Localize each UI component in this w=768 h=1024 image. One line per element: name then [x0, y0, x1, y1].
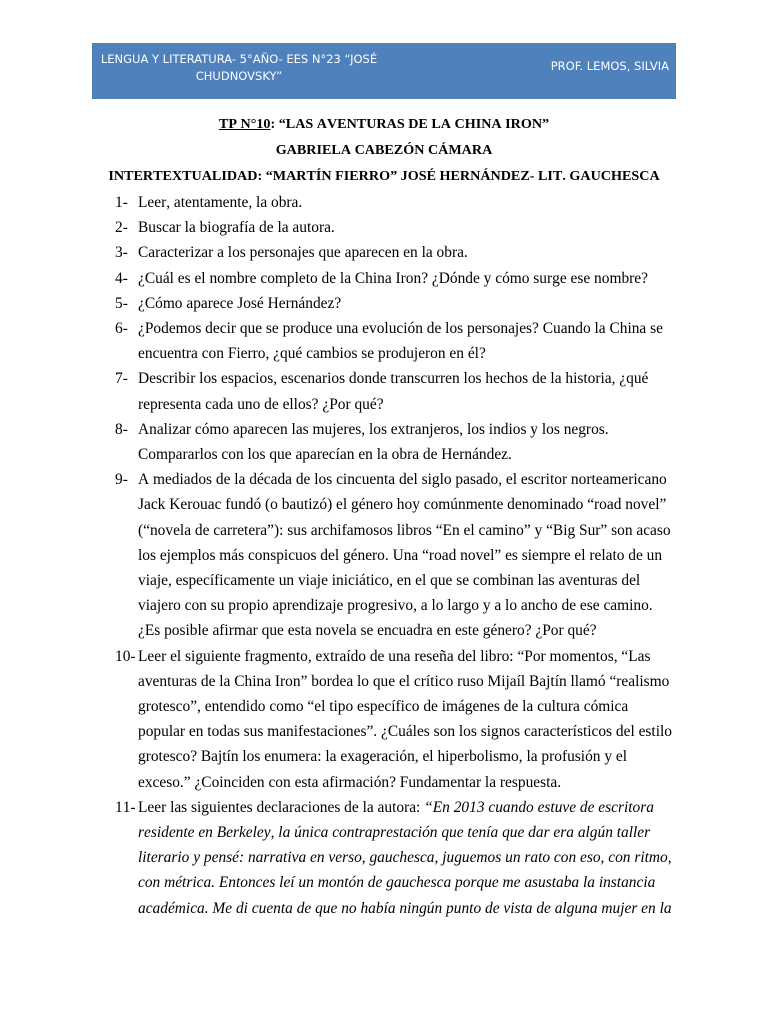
header-banner — [92, 43, 676, 99]
list-item — [115, 417, 678, 467]
list-item-text: Buscar la biografía de la autora. — [138, 219, 335, 237]
list-item — [115, 316, 678, 366]
list-item-text: Analizar cómo aparecen las mujeres, los extranjeros, los indios y los negros. Compararlos con los que aparecían en la obra de Hernández. — [138, 420, 609, 464]
list-item-text: ¿Podemos decir que se produce una evolución de los personajes? Cuando la China se encuentra con Fierro, ¿qué cambios se produjeron en él? — [138, 320, 663, 363]
list-item-text: Leer, atentamente, la obra. — [138, 194, 303, 211]
document-title — [92, 111, 676, 137]
list-item-number: 7- — [115, 370, 128, 388]
list-item — [115, 795, 678, 921]
list-item-number: 11- — [115, 798, 136, 816]
list-item-number: 10- — [115, 647, 136, 665]
list-item — [115, 240, 678, 265]
intertextuality-line: INTERTEXTUALIDAD: “MARTÍN FIERRO” JOSÉ HERNÁNDEZ- LIT. GAUCHESCA — [108, 168, 660, 184]
list-item — [115, 467, 678, 643]
list-item — [115, 266, 678, 291]
list-item-number: 6- — [115, 320, 128, 338]
tp-title: : “LAS AVENTURAS DE LA CHINA IRON” — [270, 116, 550, 132]
course-school-label: LENGUA Y LITERATURA- 5°AÑO- EES N°23 “JOSÉ CHUDNOVSKY” — [100, 52, 378, 83]
list-item-text: A mediados de la década de los cincuenta del siglo pasado, el escritor norteamericano Jack Kerouac fundó (o bautizó) el género hoy comúnmente denominado “road novel” (“novela de carretera”): sus archifamosos libros “En el camino” y “Big Sur” son acaso los ejemplos más conspicuos del género. Una “road novel” es siempre el relato de un viaje, específicamente un viaje iniciático, en el que se combinan las aventuras del viajero con su propio aprendizaje progresivo, a lo largo y a lo ancho de ese camino. ¿Es posible afirmar que esta novela se encuadra en este género? ¿Por qué? — [138, 471, 671, 640]
list-item-number: 3- — [115, 244, 128, 262]
list-item-number: 5- — [115, 294, 128, 312]
list-item — [115, 291, 678, 316]
list-item-number: 4- — [115, 269, 128, 287]
author-quote: “En 2013 cuando estuve de escritora residente en Berkeley, la única contraprestación que tenía que dar era algún taller literario y pensé: narrativa en verso, gauchesca, juguemos un rato con eso, con ritmo, con métrica. Entonces leí un montón de gauchesca porque me asustaba la instancia académica. Me di cuenta de que no había ningún punto de vista de alguna mujer en la — [138, 798, 672, 917]
tp-number: TP N°10 — [218, 116, 271, 132]
list-item-number: 1- — [115, 194, 128, 211]
activity-list — [115, 190, 678, 921]
list-item-lead-text: Leer las siguientes declaraciones de la autora: — [138, 798, 425, 816]
title-block — [92, 111, 676, 189]
list-item — [115, 644, 678, 795]
list-item-text: Leer el siguiente fragmento, extraído de una reseña del libro: “Por momentos, “Las aventuras de la China Iron” bordea lo que el crítico ruso Mijaíl Bajtín llamó “realismo grotesco”, entendido como “el tipo específico de imágenes de la cultura cómica popular en todas sus manifestaciones”. ¿Cuáles son los signos característicos del estilo grotesco? Bajtín los enumera: la exageración, el hiperbolismo, la profusión y el exceso.” ¿Coinciden con esta afirmación? Fundamentar la respuesta. — [138, 647, 672, 791]
list-item-text: Describir los espacios, escenarios donde transcurren los hechos de la historia, ¿qué representa cada uno de ellos? ¿Por qué? — [138, 370, 649, 413]
list-item-text: Caracterizar a los personajes que aparecen en la obra. — [138, 244, 468, 262]
list-item-text — [138, 795, 678, 921]
list-item-number: 9- — [115, 471, 128, 489]
teacher-name: PROF. LEMOS, SILVIA — [550, 59, 669, 73]
list-item — [115, 366, 678, 416]
list-item-number: 8- — [115, 420, 128, 438]
list-item-text: ¿Cómo aparece José Hernández? — [138, 294, 342, 312]
list-item — [115, 215, 678, 240]
list-item — [115, 190, 678, 215]
list-item-number: 2- — [115, 219, 128, 237]
list-item-text: ¿Cuál es el nombre completo de la China Iron? ¿Dónde y cómo surge ese nombre? — [138, 269, 648, 287]
author-name: GABRIELA CABEZÓN CÁMARA — [275, 142, 493, 158]
